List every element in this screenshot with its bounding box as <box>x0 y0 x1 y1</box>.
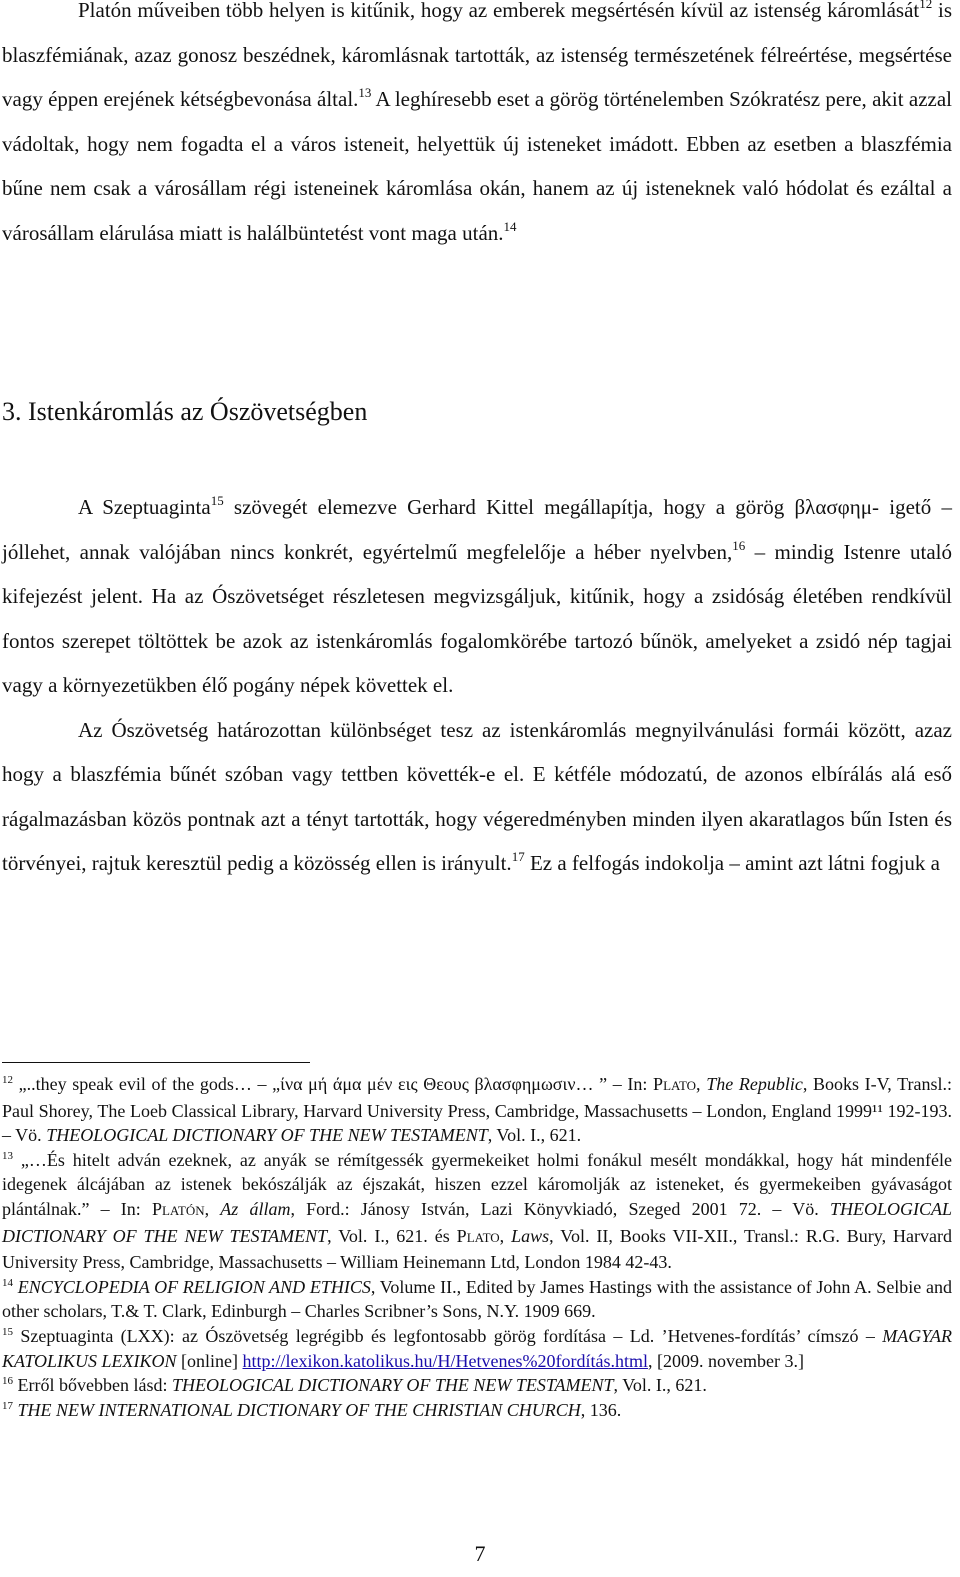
text: „..they speak evil of the gods… – „ίνα μή άμα μέν εις Θεους βλασφημωσιν… ” – In: P <box>13 1074 664 1094</box>
footnote-ref-14[interactable]: 14 <box>503 218 517 234</box>
text: Platón műveiben több helyen is kitűnik, hogy az emberek megsértésén kívül az istenség káromlását <box>78 0 920 22</box>
footnote-number: 16 <box>2 1375 13 1388</box>
text: Az Ószövetség határozottan különbséget tesz az istenkáromlás megnyilvánulási formái között, azaz hogy a blaszfémia bűnét szóban vagy tettben követték-e el. E kétféle módozatú, de azonos elbírálás alá eső rágalmazásban közös pontnak azt a tényt tartották, hogy végeredményben minden ilyen akaratlagos bűn Isten és törvényei, rajtuk keresztül pedig a közösség ellen is irányult. <box>2 717 952 875</box>
footnote-separator <box>2 1062 310 1063</box>
text: szövegét elemezve Gerhard Kittel megállapítja, hogy a görög βλασφημ- igető – jóllehet, annak valójában nincs konkrét, egyértelmű megfelelője a héber nyelvben, <box>2 495 952 564</box>
small-caps-text: LATÓN <box>161 1202 205 1218</box>
text: A Szeptuaginta <box>78 495 211 519</box>
footnote-14 <box>2 1275 952 1324</box>
text: Erről bővebben lásd: <box>13 1375 172 1396</box>
italic-title: THEOLOGICAL DICTIONARY OF THE NEW TESTAMENT <box>2 1198 952 1246</box>
footnote-number: 13 <box>2 1149 13 1162</box>
text: , Ford.: Jánosy István, Lazi Könyvkiadó, Szeged 2001 72. – Vö. <box>290 1198 830 1219</box>
text: A leghíresebb eset a görög történelemben Szókratész pere, akit azzal vádoltak, hogy nem fogadta el a város isteneit, helyettük új isteneket imádott. Ebben az esetben a blaszfémia bűne nem csak a városállam régi isteneinek káromlása okán, hanem az új isteneknek való hódolat és ezáltal a városállam elárulása miatt is halálbüntetést vont maga után. <box>2 87 952 245</box>
footnote-ref-17[interactable]: 17 <box>511 849 525 864</box>
italic-title: Laws <box>511 1225 550 1246</box>
italic-title: THE NEW INTERNATIONAL DICTIONARY OF THE CHRISTIAN CHURCH <box>13 1399 581 1420</box>
footnote-ref-15[interactable]: 15 <box>210 493 224 508</box>
text: [online] <box>176 1350 243 1371</box>
text: , Vol. I., 621. <box>613 1375 707 1396</box>
text: , <box>204 1198 221 1219</box>
footnote-ref-16[interactable]: 16 <box>732 537 746 553</box>
text: „…És hitelt adván ezeknek, az anyák se rémítgessék gyermekeiket holmi fonákul mesélt mondákkal, hogy hát mindenféle idegenek álcájában az istenek bekószálják az éjszakát, hiszen ezzel káromolják az isteneket, és gyermekeiben gyávaságot plántálnak.” – In: P <box>2 1149 952 1219</box>
italic-title: The Republic <box>706 1074 803 1094</box>
text: Ez a felfogás indokolja – amint azt látni fogjuk a <box>524 851 940 875</box>
text: , Books I-V, Transl.: Paul Shorey, The Loeb Classical Library, Harvard University Press, Cambridge, Massachusetts – London, England 1999¹¹ 192-193. – Vö. <box>2 1074 952 1146</box>
footnote-ref-12[interactable]: 12 <box>919 0 933 11</box>
footnote-16 <box>2 1373 952 1398</box>
text: , Vol. I., 621. <box>487 1125 582 1146</box>
body-section-2 <box>2 485 952 886</box>
footnote-number: 17 <box>2 1399 13 1412</box>
footnote-13 <box>2 1148 952 1275</box>
footnote-12 <box>2 1072 952 1148</box>
page-number: 7 <box>474 1541 486 1566</box>
italic-title: Az állam <box>220 1198 291 1219</box>
footnotes <box>2 1072 952 1422</box>
italic-title: THEOLOGICAL DICTIONARY OF THE NEW TESTAMENT <box>171 1375 614 1396</box>
text: , 136. <box>580 1399 622 1420</box>
paragraph-septuaginta <box>2 485 952 708</box>
text: , <box>499 1225 512 1246</box>
text: , <box>696 1074 707 1094</box>
italic-title: ENCYCLOPEDIA OF RELIGION AND ETHICS <box>13 1276 371 1297</box>
text: is blaszfémiának, azaz gonosz beszédnek, káromlásnak tartották, az istenség természetének félreértése, megsértése vagy éppen erejének kétségbevonása által. <box>2 0 952 111</box>
small-caps-text: LATO <box>663 1078 697 1093</box>
text: , [2009. november 3.] <box>647 1350 804 1371</box>
small-caps-text: LATO <box>466 1229 500 1245</box>
footnote-number: 14 <box>2 1276 13 1289</box>
text: , Vol. I., 621. és P <box>327 1225 467 1246</box>
footnote-number: 15 <box>2 1325 13 1338</box>
text: Szeptuaginta (LXX): az Ószövetség legrégibb és legfontosabb görög fordítása – Ld. ’Hetvenes-fordítás’ címszó – <box>13 1325 883 1346</box>
footnote-number: 12 <box>2 1074 13 1086</box>
text: – mindig Istenre utaló kifejezést jelent. Ha az Ószövetséget részletesen megvizsgáljuk, kitűnik, hogy a zsidóság életében rendkívül fontos szerepet töltöttek be azok az istenkáromlás fogalomkörébe tartozó bűnök, amelyeket a zsidó nép tagjai vagy a környezetükben élő pogány népek követtek el. <box>2 539 953 697</box>
text: , Volume II., Edited by James Hastings with the assistance of John A. Selbie and other scholars, T.& T. Clark, Edinburgh – Charles Scribner’s Sons, N.Y. 1909 669. <box>2 1276 952 1322</box>
footnote-ref-13[interactable]: 13 <box>358 85 372 100</box>
paragraph-plato <box>2 0 952 255</box>
italic-title: MAGYAR KATOLIKUS LEXIKON <box>2 1325 952 1371</box>
paragraph-old-testament <box>2 708 952 886</box>
section-heading: 3. Istenkáromlás az Ószövetségben <box>2 397 368 426</box>
lexikon-link[interactable]: http://lexikon.katolikus.hu/H/Hetvenes%20fordítás.html <box>242 1350 648 1371</box>
body-section-1 <box>2 0 952 255</box>
footnote-15 <box>2 1324 952 1373</box>
text: , Vol. II, Books VII-XII., Transl.: R.G. Bury, Harvard University Press, Cambridge, Massachusetts – William Heinemann Ltd, London 1984 42-43. <box>2 1225 953 1273</box>
italic-title: THEOLOGICAL DICTIONARY OF THE NEW TESTAMENT <box>46 1125 488 1146</box>
footnote-17 <box>2 1398 952 1423</box>
